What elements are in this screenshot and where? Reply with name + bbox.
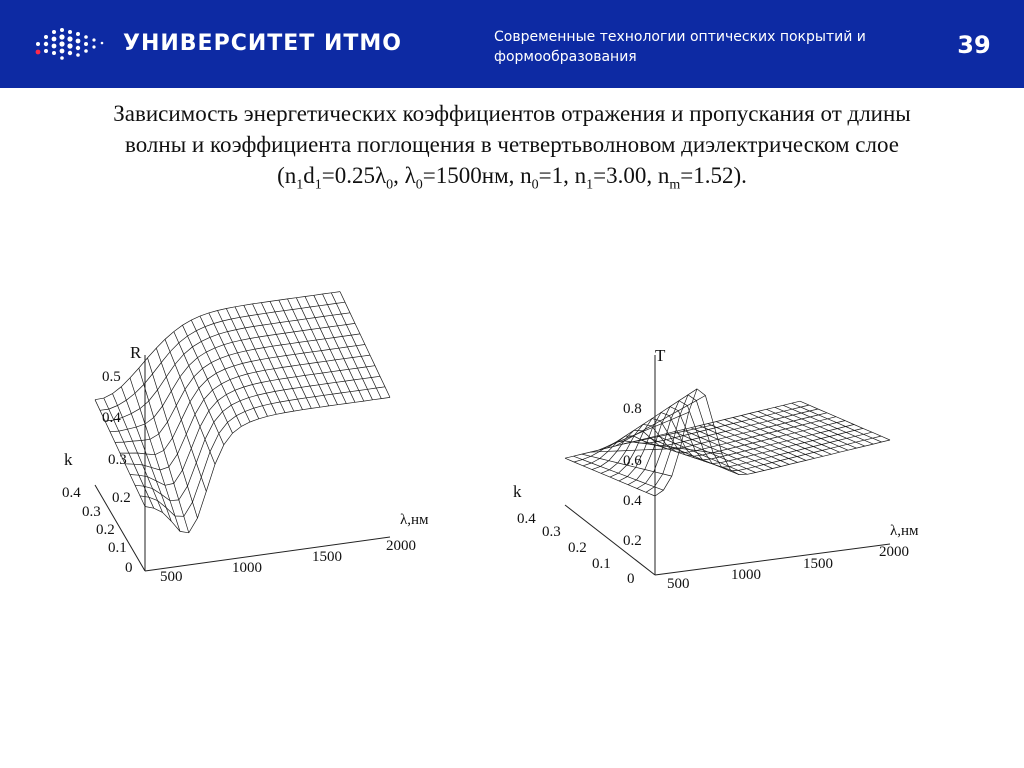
- t-x-tick: 1500: [803, 556, 833, 572]
- r-z-axis-label: R: [130, 343, 142, 362]
- t-z-axis-label: T: [655, 346, 666, 365]
- r-surface-mesh: [95, 292, 390, 533]
- r-z-tick: 0.5: [102, 369, 121, 385]
- r-k-tick: 0.3: [82, 504, 101, 520]
- r-x-axis-label: λ,нм: [400, 512, 429, 528]
- t-z-tick: 0.6: [623, 453, 642, 469]
- slide-title: [30, 98, 994, 191]
- t-k-tick: 0.3: [542, 524, 561, 540]
- t-axes: [565, 355, 890, 575]
- r-k-tick: 0: [125, 560, 133, 576]
- slide-number: 39: [957, 31, 991, 59]
- logo-text: УНИВЕРСИТЕТ ИТМО: [123, 31, 402, 56]
- r-x-tick: 1500: [312, 549, 342, 565]
- transmittance-surface-plot: [505, 345, 935, 595]
- t-x-tick: 500: [667, 576, 690, 592]
- t-k-tick: 0.1: [592, 556, 611, 572]
- t-x-tick: 2000: [879, 544, 909, 560]
- r-z-tick: 0.3: [108, 452, 127, 468]
- t-k-tick: 0.4: [517, 511, 536, 527]
- t-z-ticks: [623, 401, 642, 549]
- r-k-tick: 0.1: [108, 540, 127, 556]
- t-z-tick: 0.4: [623, 493, 642, 509]
- r-k-axis-label: k: [64, 450, 73, 469]
- r-z-ticks: [102, 369, 131, 506]
- mesh-line: [145, 397, 390, 532]
- t-k-tick: 0.2: [568, 540, 587, 556]
- t-k-ticks: [517, 511, 635, 587]
- t-k-axis-label: k: [513, 482, 522, 501]
- mesh-line: [574, 405, 809, 462]
- r-k-tick: 0.4: [62, 485, 81, 501]
- t-z-tick: 0.2: [623, 533, 642, 549]
- mesh-line: [565, 401, 800, 458]
- r-z-tick: 0.4: [102, 410, 121, 426]
- r-x-tick: 500: [160, 569, 183, 585]
- mesh-line: [125, 355, 370, 470]
- title-line-2: волны и коэффициента поглощения в четвертьволновом диэлектрическом слое: [125, 132, 899, 157]
- t-k-tick: 0: [627, 571, 635, 587]
- t-x-axis-label: λ,нм: [890, 523, 919, 539]
- r-k-tick: 0.2: [96, 522, 115, 538]
- title-formula: ($n_1d_1=0.25\lambda_0$, $\lambda_0=1500нм$, $n_0=1$, $n_1=3.00$, $n_m=1.52$).: [277, 163, 747, 193]
- r-x-tick: 1000: [232, 560, 262, 576]
- t-x-tick: 1000: [731, 567, 761, 583]
- t-z-tick: 0.8: [623, 401, 642, 417]
- t-surface-mesh: [565, 389, 890, 496]
- reflectance-surface-plot: [50, 280, 450, 590]
- course-title: Современные технологии оптических покрытий и формообразования: [494, 29, 866, 65]
- r-x-tick: 2000: [386, 538, 416, 554]
- t-x-ticks: [667, 544, 909, 592]
- r-x-ticks: [160, 538, 416, 585]
- itmo-logo-icon: [34, 24, 114, 64]
- title-line-1: Зависимость энергетических коэффициентов отражения и пропускания от длины: [113, 101, 911, 126]
- r-z-tick: 0.2: [112, 490, 131, 506]
- header-bar: [0, 0, 1024, 88]
